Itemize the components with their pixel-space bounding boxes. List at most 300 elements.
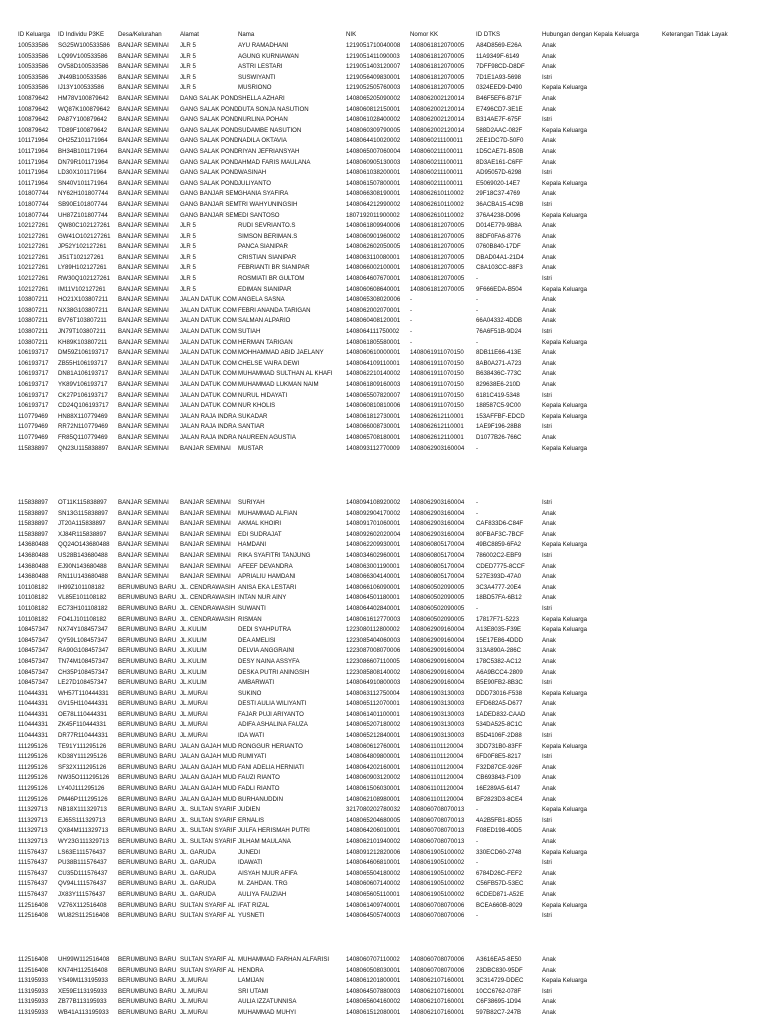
table-cell: 1408062612110001 [410,412,464,420]
table-cell: DR77R110444331 [58,732,109,740]
table-cell: 4A2B5FB1-8D55 [476,816,523,824]
table-cell [662,593,718,604]
table-row [18,583,758,594]
table-cell: PA87Y100879642 [58,116,108,124]
table-cell [662,369,718,380]
table-cell [662,348,718,359]
table-cell: RIYAN JEFRIANSYAH [238,147,300,155]
table-cell: 1408062107160001 [410,1008,465,1016]
table-row [18,742,758,753]
table-cell: 111329713 [18,827,48,835]
table-cell [662,444,718,455]
table-cell: BERUMBUNG BARU [118,742,177,750]
table-cell [662,826,718,837]
table-cell: Anak [542,137,556,145]
table-cell [662,316,718,327]
table-cell: MUSRIONO [238,84,272,92]
table-row [18,189,758,200]
table-row [18,604,758,615]
table-cell: INTAN NUR AINY [238,594,287,602]
table-row [18,306,758,317]
table-cell [662,976,718,987]
table-cell: 1408061812070005 [410,264,465,272]
table-cell: KH89K103807211 [58,338,108,346]
table-cell: JT20A115838897 [58,520,106,528]
table-cell: BERUMBUNG BARU [118,956,177,963]
table-cell: - [476,806,479,814]
table-cell: 1408063110080001 [346,253,400,261]
table-cell: 178C5382-AC12 [476,657,522,665]
table-cell [662,869,718,880]
table-cell [662,773,718,784]
table-cell: Anak [542,710,556,718]
table-cell: RONGGUR HERIANTO [238,742,303,750]
table-cell: DESTI AULIA WILIYANTI [238,700,307,708]
table-cell: 1408060608640001 [346,285,401,293]
table-cell [662,327,718,338]
table-cell: BANJAR SEMINAI [118,73,169,81]
table-cell: JL.MURAI [180,721,208,729]
table-row [18,752,758,763]
table-cell: 1408062002120014 [410,126,465,134]
table-cell: BERUMBUNG BARU [118,880,177,888]
table-cell: BANJAR SEMINAI [180,573,231,581]
table-cell: Anak [542,763,556,771]
table-cell: JL.MURAI [180,987,208,995]
table-cell: JALAN DATUK COM [180,306,237,314]
table-cell: 1408064809800001 [346,753,401,761]
table-cell: JALAN GAJAH MUD [180,753,237,761]
table-row [18,179,758,190]
table-cell: 106193717 [18,402,49,410]
table-cell: 112516408 [18,966,49,974]
table-cell: Istri [542,859,552,867]
table-cell: LS63E111576437 [58,848,106,856]
table-cell [662,530,718,541]
table-cell [662,540,718,551]
table-cell: EJ90N143680488 [58,562,107,570]
table-cell: 527E393D-47A0 [476,573,522,581]
table-cell [662,625,718,636]
table-row [18,530,758,541]
table-cell: Anak [542,42,556,49]
table-cell: SANTIAR [238,423,265,431]
table-cell: BANJAR SEMINAI [118,562,169,570]
table-cell: DESY NAINA ASSYFA [238,657,300,665]
table-cell: 1408060211100011 [410,147,463,155]
table-cell [662,678,718,689]
table-cell: US28B143680488 [58,551,108,559]
table-cell: Kepala Keluarga [542,848,588,856]
table-cell: BERUMBUNG BARU [118,615,177,623]
table-cell: 1408061028400002 [346,116,401,124]
table-cell: BANJAR SEMINAI [180,444,231,452]
table-cell: 1408063112750004 [346,689,400,697]
table-row [18,657,758,668]
table-cell: JALAN GAJAH MUD [180,742,237,750]
table-cell: 1408061812070005 [410,232,465,240]
table-cell: 115838897 [18,509,49,517]
table-cell: BANJAR SEMINAI [118,359,169,367]
table-cell: 108457347 [18,679,49,687]
table-cell: D014E779-9B8A [476,222,522,230]
table-cell: 1408060408120001 [346,317,401,325]
table-cell: YS49M113195933 [58,977,109,985]
table-cell: 1408064206010001 [346,827,401,835]
table-cell: RR72N110779469 [58,423,109,431]
table-cell: 1408061812070005 [410,275,465,283]
table-cell: BANJAR SEMINAI [118,423,169,431]
table-cell: EDI SUDRAJAT [238,530,282,538]
table-cell: EJ65S111329713 [58,816,106,824]
table-cell: E7496CD7-3E1E [476,105,523,113]
table-cell: 1408064505740003 [346,912,401,920]
table-cell [662,211,718,222]
table-cell: 1223087008070006 [346,647,401,655]
table-cell: JLR 5 [180,42,196,49]
table-cell: Kepala Keluarga [542,211,588,219]
table-cell: DESKA PUTRI ANINGSIH [238,668,310,676]
table-cell: BERUMBUNG BARU [118,806,177,814]
table-cell: Anak [542,700,556,708]
table-cell: JALAN DATUK COM [180,338,237,346]
table-cell: - [476,275,479,283]
table-cell: BANJAR SEMINAI [118,402,169,410]
table-cell [662,52,718,63]
table-cell: 106193717 [18,349,49,357]
table-row [18,126,758,137]
table-cell: 143680488 [18,541,49,549]
table-cell: Anak [542,583,556,591]
table-cell: 829638E6-210D [476,381,521,388]
table-row [18,444,758,455]
table-cell: QV94L111576437 [58,880,107,888]
table-cell: 103807211 [18,328,49,336]
table-cell: B46F5EF6-B71F [476,94,522,102]
table-cell: DUTA SONJA NASUTION [238,105,309,113]
table-cell: WQ87K100879642 [58,105,110,113]
table-cell: 17817F71-5223 [476,615,520,623]
table-cell: GANG SALAK POND [180,158,239,166]
table-cell: Istri [542,604,552,612]
table-cell: BANJAR SEMINAI [118,52,169,60]
table-cell: - [476,859,479,867]
table-cell: 1408066308190001 [346,190,401,198]
table-cell: 1408061401100001 [346,710,400,718]
table-cell: 786002C2-EBF9 [476,551,522,559]
table-row [18,826,758,837]
table-cell: 1408060211100011 [410,169,463,177]
table-cell: AKMAL KHOIRI [238,520,282,528]
table-row [18,901,758,912]
table-cell: 1408061812070005 [410,285,465,293]
table-cell [662,911,718,922]
table-cell: Anak [542,232,556,240]
table-row [18,593,758,604]
table-cell: 6FD0F8E5-8217 [476,753,522,761]
table-cell: EFD682A5-D677 [476,700,523,708]
table-cell: 588D2AAC-082F [476,126,523,134]
table-cell: 100533586 [18,42,49,49]
table-cell: CD24Q106193717 [58,402,109,410]
table-cell [662,668,718,679]
table-cell: HERMAN TARIGAN [238,338,293,346]
table-cell: GANG SALAK POND [180,147,239,155]
table-cell: 143680488 [18,562,49,570]
table-cell: 1408093112770009 [346,444,400,452]
table-cell: 1408061512080001 [346,1008,401,1016]
table-cell: 101108182 [18,615,49,623]
table-cell: HO21X103807211 [58,296,109,304]
table-cell: 1408061905100002 [410,848,465,856]
table-cell: 1807192011900002 [346,211,400,219]
table-cell: 1408064109110001 [346,359,400,367]
table-cell: BANJAR SEMINAI [118,42,169,49]
table-cell [662,62,718,73]
table-cell: 1408060708070006 [410,901,465,909]
table-cell: 10CC6762-078F [476,987,522,995]
table-cell: 1408061809160003 [346,381,401,388]
table-cell: JL.KULIM [180,657,207,665]
table-cell: 1408065207180002 [346,721,401,729]
table-cell: YK89V106193717 [58,381,108,388]
table-cell: 1219051710040008 [346,42,401,49]
table-row [18,62,758,73]
table-cell: TRI WAHYUNINGSIH [238,200,298,208]
table-cell: Anak [542,520,556,528]
table-cell: Anak [542,306,556,314]
table-cell: C8A103CC-88F3 [476,264,523,272]
table-row [18,720,758,731]
table-row [18,52,758,63]
table-cell: WU82S112516408 [58,912,110,920]
table-cell: CRISTIAN SIANIPAR [238,253,297,261]
table-cell: SUDAMBE NASUTION [238,126,302,134]
table-cell: JL. CENDRAWASIH [180,615,236,623]
table-cell: Anak [542,349,556,357]
table-cell: 143680488 [18,573,49,581]
table-cell: 1408062903160004 [410,499,465,506]
table-cell: 1408061101120004 [410,763,464,771]
table-cell: Anak [542,530,556,538]
table-cell: Anak [542,657,556,665]
table-cell: LAMIJAN [238,977,264,985]
table-cell: 102127261 [18,264,49,272]
table-cell: CH35P108457347 [58,668,109,676]
table-cell: 1408061506030001 [346,785,401,793]
table-cell: GANG SALAK POND [180,126,239,134]
column-header: ID Individu P3KE [58,31,105,38]
table-cell: Anak [542,594,556,602]
table-cell [662,966,718,977]
table-cell: Kepala Keluarga [542,338,588,346]
table-cell: NURUL HIDAYATI [238,391,288,399]
table-cell: TD89F100879642 [58,126,108,134]
table-cell: MOHHAMMAD ABID JAELANY [238,349,324,357]
table-cell: BANJAR SEMINAI [118,317,169,325]
table-cell: 1408060708070006 [410,912,465,920]
table-cell: 153AFFBF-EDCD [476,412,525,420]
table-row [18,763,758,774]
table-cell [662,562,718,573]
table-cell: 111295126 [18,774,48,782]
table-cell: Istri [542,816,552,824]
table-cell: BERUMBUNG BARU [118,647,177,655]
table-row [18,316,758,327]
table-cell: BANJAR SEMINAI [180,551,231,559]
table-cell: JLR 5 [180,275,196,283]
table-row [18,837,758,848]
table-cell: AFEEF DEVANDRA [238,562,293,570]
table-cell: Istri [542,391,552,399]
table-cell [662,646,718,657]
table-row [18,848,758,859]
table-cell: SALMAN ALPARIO [238,317,291,325]
table-cell: JALAN DATUK COM [180,296,237,304]
table-cell: Istri [542,328,552,336]
table-cell: QX84M111329713 [58,827,109,835]
table-cell: 1408091212820006 [346,848,401,856]
table-cell: Anak [542,956,556,963]
table-cell: AD95057D-6298 [476,169,522,177]
table-cell: BERUMBUNG BARU [118,763,177,771]
table-cell: C6F38695-1D94 [476,998,522,1006]
table-cell: 80FBAF3C-7BCF [476,530,524,538]
table-cell: JL.KULIM [180,668,207,676]
table-cell: ROSMIATI BR GULTOM [238,275,305,283]
table-cell: JUNEDI [238,848,261,856]
table-row [18,731,758,742]
table-cell: ZK45F110444331 [58,721,107,729]
table-cell: BERUMBUNG BARU [118,689,177,697]
table-cell: 1408061101120004 [410,785,464,793]
table-cell: FEBRIANTI BR SIANIPAR [238,264,310,272]
table-cell: JL.KULIM [180,679,207,687]
table-cell [662,1008,718,1019]
table-cell: CK27P106193717 [58,391,108,399]
table-cell: BERUMBUNG BARU [118,901,177,909]
table-cell: BERUMBUNG BARU [118,966,177,974]
table-cell [662,987,718,998]
table-cell: JALAN GAJAH MUD [180,763,237,771]
table-cell: 111576437 [18,890,48,898]
table-row [18,94,758,105]
table-row [18,551,758,562]
table-cell: 111576437 [18,869,48,877]
table-row [18,646,758,657]
table-cell: JLR 5 [180,243,196,251]
table-cell [662,519,718,530]
table-cell: 6CDED871-A52E [476,890,524,898]
table-cell: FEBRI ANANDA TARIGAN [238,306,311,314]
table-cell: Anak [542,636,556,644]
table-cell: Anak [542,795,556,803]
table-row [18,274,758,285]
table-cell: Istri [542,116,552,124]
table-cell: 534DA525-8C1C [476,721,523,729]
table-cell: 112516408 [18,901,49,909]
table-cell: 3DD731B0-83FF [476,742,523,750]
table-cell: 1408060708070006 [410,956,465,963]
table-cell: 1223086607110005 [346,657,400,665]
table-cell: EDI SANTOSO [238,211,280,219]
table-cell [662,955,718,966]
table-cell [662,615,718,626]
table-cell: JALAN RAJA INDRA [180,412,237,420]
table-row [18,338,758,349]
table-cell: BANJAR SEMINAI [118,253,169,261]
table-row [18,83,758,94]
table-cell: AULIA IZZATUNNISA [238,998,297,1006]
table-cell: BANJAR SEMINAI [118,499,169,506]
table-cell: GANG SALAK POND [180,116,239,124]
table-row [18,955,758,966]
table-cell: 3C3A4777-20E4 [476,583,522,591]
table-cell: BURHANUDDIN [238,795,284,803]
table-cell: 1408062107160001 [410,977,465,985]
table-cell: 1408060805170004 [410,562,465,570]
table-cell: 1408061101120004 [410,774,464,782]
table-cell: 597B82C7-247B [476,1008,522,1016]
table-cell: BANJAR SEMINAI [118,211,169,219]
table-cell: 102127261 [18,253,49,261]
table-cell: 108457347 [18,647,49,655]
table-cell: 101807744 [18,211,49,219]
table-cell: RISMAN [238,615,262,623]
table-cell: 1408061812070005 [410,73,465,81]
table-cell: 1408066106090001 [346,583,401,591]
table-cell: VZ76X112516408 [58,901,107,909]
table-row [18,232,758,243]
table-cell: Istri [542,200,552,208]
table-cell [662,412,718,423]
table-cell: JL.MURAI [180,700,208,708]
table-cell: CAF833D6-C84F [476,520,524,528]
table-cell: Anak [542,1008,556,1016]
table-cell: JALAN GAJAH MUD [180,795,237,803]
table-cell: JLR 5 [180,63,196,71]
table-cell: 1408061812070005 [410,253,465,261]
table-cell: IFAT RIZAL [238,901,270,909]
table-cell: BANJAR SEMINAI [180,562,231,570]
table-cell: 1408061101120004 [410,795,464,803]
table-cell: Kepala Keluarga [542,126,588,134]
table-cell: BERUMBUNG BARU [118,859,177,867]
table-cell: Kepala Keluarga [542,285,588,293]
table-cell: HM78V100879642 [58,94,109,102]
table-cell: DM59Z106193717 [58,349,109,357]
table-row [18,221,758,232]
table-row [18,295,758,306]
table-cell: IJ13Y100533586 [58,84,105,92]
table-cell: 1408060905130003 [346,158,401,166]
table-cell: 1408060708070013 [410,806,465,814]
table-cell: 1408065605110001 [346,890,400,898]
table-cell: B5D4106F-2D88 [476,732,522,740]
table-cell: 101171964 [18,147,49,155]
table-cell: DN81A106193717 [58,370,109,378]
table-cell: BANJAR SEMINAI [118,433,169,441]
table-row [18,562,758,573]
table-cell: 1408092904170002 [346,509,401,517]
table-row [18,242,758,253]
table-cell: 7D1E1A93-5698 [476,73,522,81]
table-cell [662,338,718,349]
table-cell: 110779469 [18,423,49,431]
header-row [18,30,758,41]
table-cell: BERUMBUNG BARU [118,848,177,856]
table-cell: - [476,912,479,920]
